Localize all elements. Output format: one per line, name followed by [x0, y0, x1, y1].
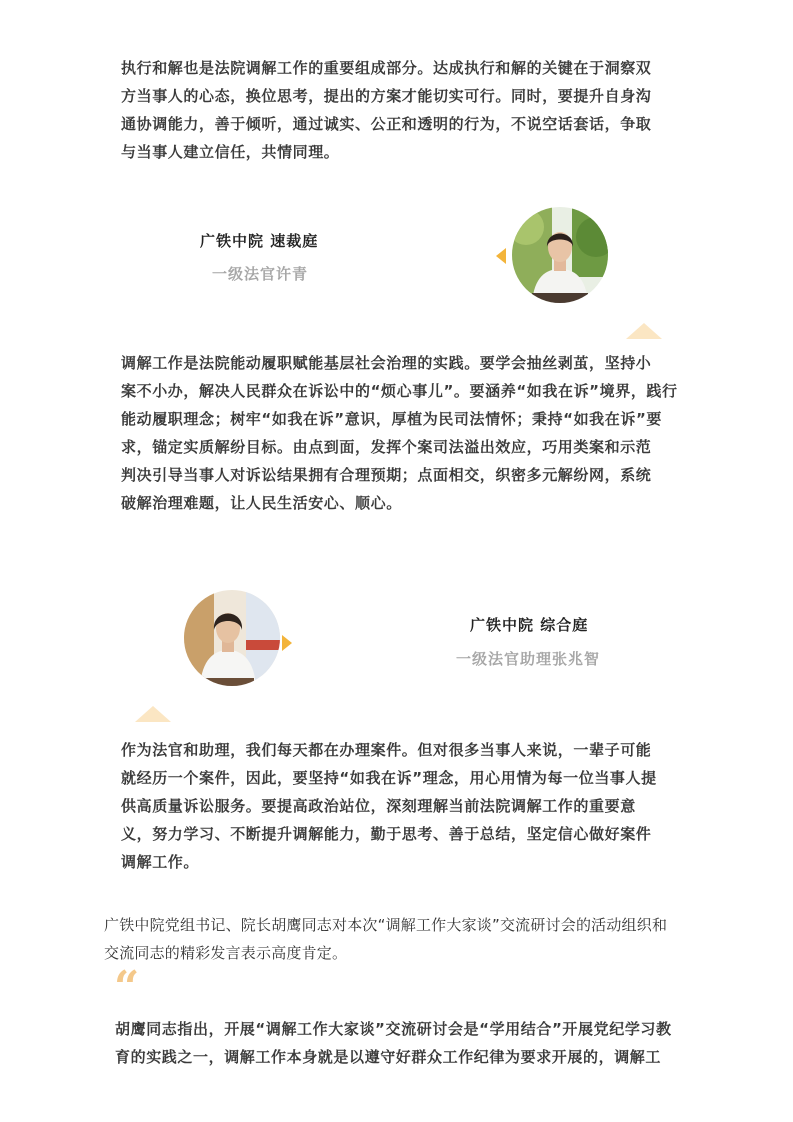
text-line: 义，努力学习、不断提升调解能力，勤于思考、善于总结，坚定信心做好案件 — [121, 825, 652, 843]
portrait-illustration — [184, 590, 280, 686]
arrow-right-icon — [282, 635, 292, 651]
text-line: 与当事人建立信任，共情同理。 — [121, 143, 340, 161]
text-line: 供高质量诉讼服务。要提高政治站位，深刻理解当前法院调解工作的重要意 — [121, 797, 636, 815]
text-line: 方当事人的心态，换位思考，提出的方案才能切实可行。同时，要提升自身沟 — [121, 87, 652, 105]
quote-icon: “ — [114, 962, 140, 1013]
text-line: 胡鹰同志指出，开展“调解工作大家谈”交流研讨会是“学用结合”开展党纪学习教 — [115, 1020, 672, 1038]
text-line: 交流同志的精彩发言表示高度肯定。 — [104, 944, 348, 962]
portrait-illustration — [512, 207, 608, 303]
speaker-1-photo — [512, 207, 608, 303]
paragraph-president-remarks — [104, 911, 704, 967]
text-line: 调解工作是法院能动履职赋能基层社会治理的实践。要学会抽丝剥茧，坚持小 — [121, 354, 652, 372]
triangle-up-icon — [626, 323, 662, 339]
text-line: 破解治理难题，让人民生活安心、顺心。 — [121, 494, 402, 512]
text-line: 育的实践之一，调解工作本身就是以遵守好群众工作纪律为要求开展的，调解工 — [115, 1048, 662, 1066]
paragraph-judge-assistant — [121, 736, 681, 876]
paragraph-quote — [115, 1015, 695, 1071]
speaker-1-role: 一级法官许青 — [212, 265, 309, 283]
triangle-up-icon — [135, 706, 171, 722]
text-line: 广铁中院党组书记、院长胡鹰同志对本次“调解工作大家谈”交流研讨会的活动组织和 — [104, 916, 668, 934]
paragraph-execution-settlement — [121, 54, 681, 166]
text-line: 求，锚定实质解纷目标。由点到面，发挥个案司法溢出效应，巧用类案和示范 — [121, 438, 652, 456]
text-line: 执行和解也是法院调解工作的重要组成部分。达成执行和解的关键在于洞察双 — [121, 59, 652, 77]
text-line: 调解工作。 — [121, 853, 200, 871]
text-line: 通协调能力，善于倾听，通过诚实、公正和透明的行为，不说空话套话，争取 — [121, 115, 652, 133]
arrow-left-icon — [496, 248, 506, 264]
text-line: 就经历一个案件，因此，要坚持“如我在诉”理念，用心用情为每一位当事人提 — [121, 769, 657, 787]
speaker-2-photo — [184, 590, 280, 686]
speaker-1-name: 广铁中院 速裁庭 — [200, 232, 319, 250]
text-line: 作为法官和助理，我们每天都在办理案件。但对很多当事人来说，一辈子可能 — [121, 741, 652, 759]
paragraph-mediation-practice — [121, 349, 681, 517]
text-line: 判决引导当事人对诉讼结果拥有合理预期；点面相交，织密多元解纷网，系统 — [121, 466, 652, 484]
text-line: 案不小办，解决人民群众在诉讼中的“烦心事儿”。要涵养“如我在诉”境界，践行 — [121, 382, 678, 400]
speaker-2-name: 广铁中院 综合庭 — [470, 616, 589, 634]
text-line: 能动履职理念；树牢“如我在诉”意识，厚植为民司法情怀；秉持“如我在诉”要 — [121, 410, 663, 428]
speaker-2-role: 一级法官助理张兆智 — [456, 650, 601, 668]
